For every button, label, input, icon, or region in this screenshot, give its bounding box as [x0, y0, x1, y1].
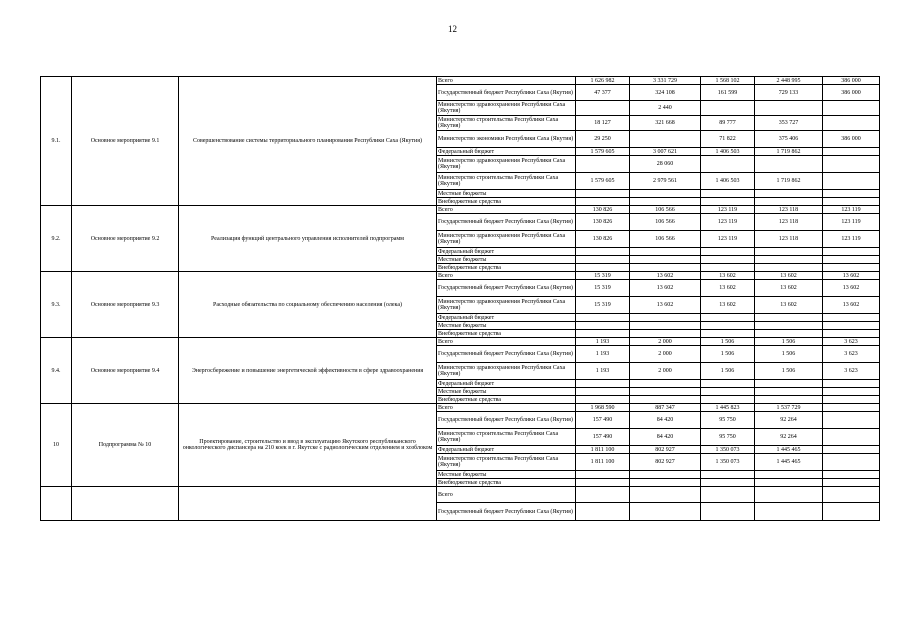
amount-cell: [701, 487, 755, 503]
amount-cell: [755, 256, 823, 264]
funding-source: Государственный бюджет Республики Саха (Якутия): [437, 280, 576, 297]
section-name: Основное мероприятие 9.2: [72, 206, 179, 272]
amount-cell: [755, 396, 823, 404]
amount-cell: 161 599: [701, 85, 755, 101]
funding-source: Министерство здравоохранения Республики Саха (Якутия): [437, 363, 576, 380]
amount-cell: [823, 173, 880, 190]
amount-cell: [576, 101, 630, 116]
amount-cell: [630, 503, 701, 521]
amount-cell: [630, 248, 701, 256]
funding-source: Внебюджетные средства: [437, 198, 576, 206]
amount-cell: 1 406 503: [701, 148, 755, 156]
funding-source: Федеральный бюджет: [437, 380, 576, 388]
amount-cell: 71 822: [701, 131, 755, 148]
amount-cell: [701, 198, 755, 206]
amount-cell: [576, 264, 630, 272]
amount-cell: 3 623: [823, 346, 880, 363]
amount-cell: 123 119: [701, 231, 755, 248]
amount-cell: 95 750: [701, 429, 755, 446]
amount-cell: [576, 471, 630, 479]
amount-cell: [576, 248, 630, 256]
amount-cell: [823, 479, 880, 487]
amount-cell: 92 264: [755, 412, 823, 429]
amount-cell: [701, 256, 755, 264]
amount-cell: 29 250: [576, 131, 630, 148]
amount-cell: [755, 471, 823, 479]
section-description: Проектирование, строительство и ввод в эксплуатацию Якутского республиканского онкологического диспансера на 210 коек в г. Якутске с радиологическим отделением и хозблоком: [179, 404, 437, 487]
amount-cell: [630, 388, 701, 396]
amount-cell: [755, 330, 823, 338]
amount-cell: 13 602: [755, 272, 823, 280]
amount-cell: [630, 330, 701, 338]
amount-cell: 28 060: [630, 156, 701, 173]
amount-cell: 13 602: [823, 280, 880, 297]
table-row: [41, 77, 880, 85]
amount-cell: [630, 190, 701, 198]
amount-cell: 386 000: [823, 131, 880, 148]
funding-source: Всего: [437, 206, 576, 214]
section-code: 10: [41, 404, 72, 487]
amount-cell: [630, 322, 701, 330]
section-name: Основное мероприятие 9.4: [72, 338, 179, 404]
funding-source: Внебюджетные средства: [437, 330, 576, 338]
amount-cell: 386 000: [823, 85, 880, 101]
amount-cell: 1 506: [755, 346, 823, 363]
amount-cell: 1 811 100: [576, 454, 630, 471]
amount-cell: 13 602: [630, 297, 701, 314]
amount-cell: 123 119: [823, 231, 880, 248]
funding-source: Всего: [437, 338, 576, 346]
section-name: Основное мероприятие 9.1: [72, 77, 179, 206]
amount-cell: [823, 380, 880, 388]
amount-cell: 1 568 102: [701, 77, 755, 85]
amount-cell: [630, 487, 701, 503]
funding-source: Министерство здравоохранения Республики Саха (Якутия): [437, 101, 576, 116]
amount-cell: [755, 487, 823, 503]
amount-cell: 353 727: [755, 116, 823, 131]
amount-cell: [755, 388, 823, 396]
section-name: [72, 487, 179, 521]
funding-source: Государственный бюджет Республики Саха (Якутия): [437, 503, 576, 521]
amount-cell: 106 566: [630, 206, 701, 214]
page-number: 12: [448, 24, 457, 34]
amount-cell: 89 777: [701, 116, 755, 131]
amount-cell: 2 000: [630, 346, 701, 363]
amount-cell: 95 750: [701, 412, 755, 429]
amount-cell: 2 440: [630, 101, 701, 116]
amount-cell: [630, 256, 701, 264]
amount-cell: 386 000: [823, 77, 880, 85]
amount-cell: 84 420: [630, 412, 701, 429]
amount-cell: [576, 479, 630, 487]
amount-cell: 157 490: [576, 412, 630, 429]
amount-cell: [576, 503, 630, 521]
funding-source: Министерство здравоохранения Республики Саха (Якутия): [437, 231, 576, 248]
funding-source: Федеральный бюджет: [437, 314, 576, 322]
amount-cell: [630, 264, 701, 272]
amount-cell: [755, 156, 823, 173]
amount-cell: 802 927: [630, 454, 701, 471]
amount-cell: 2 000: [630, 363, 701, 380]
amount-cell: 123 119: [701, 214, 755, 231]
amount-cell: [823, 330, 880, 338]
funding-source: Внебюджетные средства: [437, 396, 576, 404]
funding-source: Местные бюджеты: [437, 256, 576, 264]
funding-source: Всего: [437, 77, 576, 85]
amount-cell: [823, 190, 880, 198]
amount-cell: 802 927: [630, 446, 701, 454]
amount-cell: 1 193: [576, 363, 630, 380]
funding-source: Министерство строительства Республики Саха (Якутия): [437, 429, 576, 446]
amount-cell: [701, 503, 755, 521]
amount-cell: [755, 248, 823, 256]
amount-cell: [576, 156, 630, 173]
amount-cell: 375 406: [755, 131, 823, 148]
funding-source: Внебюджетные средства: [437, 479, 576, 487]
amount-cell: [823, 248, 880, 256]
amount-cell: [630, 396, 701, 404]
amount-cell: 92 264: [755, 429, 823, 446]
amount-cell: [576, 487, 630, 503]
amount-cell: [701, 380, 755, 388]
funding-source: Государственный бюджет Республики Саха (Якутия): [437, 412, 576, 429]
section-code: 9.1.: [41, 77, 72, 206]
amount-cell: 2 979 561: [630, 173, 701, 190]
section-description: [179, 487, 437, 521]
amount-cell: [823, 322, 880, 330]
amount-cell: 1 506: [755, 363, 823, 380]
section-description: Совершенствование системы территориального планирования Республики Саха (Якутия): [179, 77, 437, 206]
amount-cell: 123 118: [755, 214, 823, 231]
amount-cell: 2 448 995: [755, 77, 823, 85]
budget-table: [40, 76, 880, 521]
amount-cell: 1 579 605: [576, 148, 630, 156]
amount-cell: [630, 314, 701, 322]
section-description: Энергосбережение и повышение энергетической эффективности в сфере здравоохранения: [179, 338, 437, 404]
amount-cell: 13 602: [823, 297, 880, 314]
amount-cell: [823, 256, 880, 264]
amount-cell: [755, 314, 823, 322]
amount-cell: 887 347: [630, 404, 701, 412]
amount-cell: [701, 330, 755, 338]
amount-cell: 15 319: [576, 280, 630, 297]
amount-cell: [823, 487, 880, 503]
funding-source: Местные бюджеты: [437, 471, 576, 479]
amount-cell: [576, 198, 630, 206]
amount-cell: 1 579 605: [576, 173, 630, 190]
amount-cell: [823, 471, 880, 479]
amount-cell: [823, 264, 880, 272]
funding-source: Министерство строительства Республики Саха (Якутия): [437, 173, 576, 190]
funding-source: Государственный бюджет Республики Саха (Якутия): [437, 346, 576, 363]
section-code: 9.4.: [41, 338, 72, 404]
amount-cell: [576, 256, 630, 264]
table-row: [41, 487, 880, 503]
amount-cell: [630, 479, 701, 487]
section-description: Реализация функций центрального управления исполнителей подпрограмм: [179, 206, 437, 272]
amount-cell: [823, 101, 880, 116]
amount-cell: 1 506: [701, 363, 755, 380]
table-row: [41, 338, 880, 346]
funding-source: Федеральный бюджет: [437, 446, 576, 454]
amount-cell: [755, 264, 823, 272]
amount-cell: [823, 156, 880, 173]
amount-cell: 3 331 729: [630, 77, 701, 85]
amount-cell: 123 119: [823, 214, 880, 231]
amount-cell: [823, 396, 880, 404]
amount-cell: [701, 101, 755, 116]
amount-cell: 123 119: [823, 206, 880, 214]
amount-cell: 13 602: [823, 272, 880, 280]
funding-source: Федеральный бюджет: [437, 248, 576, 256]
table-row: [41, 206, 880, 214]
amount-cell: 2 000: [630, 338, 701, 346]
funding-source: Внебюджетные средства: [437, 264, 576, 272]
funding-source: Государственный бюджет Республики Саха (Якутия): [437, 214, 576, 231]
amount-cell: 13 602: [630, 272, 701, 280]
amount-cell: [823, 388, 880, 396]
amount-cell: 18 127: [576, 116, 630, 131]
amount-cell: [701, 396, 755, 404]
funding-source: Министерство строительства Республики Саха (Якутия): [437, 116, 576, 131]
amount-cell: 1 350 073: [701, 454, 755, 471]
amount-cell: 3 007 621: [630, 148, 701, 156]
amount-cell: 1 406 503: [701, 173, 755, 190]
amount-cell: [576, 396, 630, 404]
amount-cell: 106 566: [630, 214, 701, 231]
amount-cell: [701, 388, 755, 396]
section-code: [41, 487, 72, 521]
funding-source: Местные бюджеты: [437, 322, 576, 330]
amount-cell: 13 602: [701, 280, 755, 297]
amount-cell: 157 490: [576, 429, 630, 446]
amount-cell: 130 826: [576, 206, 630, 214]
amount-cell: 324 108: [630, 85, 701, 101]
amount-cell: [823, 148, 880, 156]
funding-source: Всего: [437, 404, 576, 412]
amount-cell: 123 118: [755, 231, 823, 248]
funding-source: Всего: [437, 487, 576, 503]
amount-cell: 1 626 982: [576, 77, 630, 85]
amount-cell: 1 506: [755, 338, 823, 346]
table-row: [41, 404, 880, 412]
amount-cell: [576, 322, 630, 330]
amount-cell: [576, 314, 630, 322]
amount-cell: 1 537 729: [755, 404, 823, 412]
amount-cell: [823, 198, 880, 206]
amount-cell: [701, 314, 755, 322]
amount-cell: [630, 198, 701, 206]
amount-cell: 84 420: [630, 429, 701, 446]
amount-cell: [823, 404, 880, 412]
amount-cell: [701, 322, 755, 330]
amount-cell: 729 133: [755, 85, 823, 101]
amount-cell: 1 811 100: [576, 446, 630, 454]
amount-cell: [755, 479, 823, 487]
amount-cell: [755, 322, 823, 330]
amount-cell: [701, 479, 755, 487]
amount-cell: [576, 380, 630, 388]
section-name: Подпрограмма № 10: [72, 404, 179, 487]
amount-cell: 1 193: [576, 346, 630, 363]
funding-source: Министерство здравоохранения Республики Саха (Якутия): [437, 297, 576, 314]
amount-cell: [823, 429, 880, 446]
amount-cell: 1 445 465: [755, 454, 823, 471]
funding-source: Всего: [437, 272, 576, 280]
section-code: 9.3.: [41, 272, 72, 338]
amount-cell: 321 668: [630, 116, 701, 131]
amount-cell: 130 826: [576, 231, 630, 248]
amount-cell: [823, 446, 880, 454]
amount-cell: [823, 503, 880, 521]
amount-cell: 123 118: [755, 206, 823, 214]
funding-source: Местные бюджеты: [437, 388, 576, 396]
amount-cell: [630, 471, 701, 479]
amount-cell: 13 602: [755, 297, 823, 314]
amount-cell: [755, 101, 823, 116]
amount-cell: [576, 330, 630, 338]
amount-cell: [701, 264, 755, 272]
amount-cell: 1 445 465: [755, 446, 823, 454]
amount-cell: 130 826: [576, 214, 630, 231]
amount-cell: [823, 116, 880, 131]
section-name: Основное мероприятие 9.3: [72, 272, 179, 338]
amount-cell: [823, 412, 880, 429]
amount-cell: 1 719 862: [755, 148, 823, 156]
amount-cell: 1 719 862: [755, 173, 823, 190]
amount-cell: 1 506: [701, 338, 755, 346]
amount-cell: [755, 380, 823, 388]
amount-cell: 1 506: [701, 346, 755, 363]
amount-cell: 3 623: [823, 363, 880, 380]
amount-cell: 1 445 823: [701, 404, 755, 412]
funding-source: Министерство строительства Республики Саха (Якутия): [437, 454, 576, 471]
funding-source: Министерство экономики Республики Саха (Якутия): [437, 131, 576, 148]
amount-cell: [755, 503, 823, 521]
amount-cell: [701, 248, 755, 256]
funding-source: Министерство здравоохранения Республики Саха (Якутия): [437, 156, 576, 173]
amount-cell: [576, 190, 630, 198]
amount-cell: 3 623: [823, 338, 880, 346]
table-row: [41, 272, 880, 280]
amount-cell: [701, 471, 755, 479]
amount-cell: 1 968 590: [576, 404, 630, 412]
amount-cell: 1 193: [576, 338, 630, 346]
amount-cell: 106 566: [630, 231, 701, 248]
amount-cell: 123 119: [701, 206, 755, 214]
section-code: 9.2.: [41, 206, 72, 272]
funding-source: Государственный бюджет Республики Саха (Якутия): [437, 85, 576, 101]
amount-cell: [755, 190, 823, 198]
amount-cell: [701, 190, 755, 198]
amount-cell: [630, 380, 701, 388]
amount-cell: 13 602: [630, 280, 701, 297]
amount-cell: 1 350 073: [701, 446, 755, 454]
amount-cell: [755, 198, 823, 206]
section-description: Расходные обязательства по социальному обеспечению населения (олека): [179, 272, 437, 338]
amount-cell: 15 319: [576, 272, 630, 280]
amount-cell: 15 319: [576, 297, 630, 314]
amount-cell: [701, 156, 755, 173]
amount-cell: 13 602: [701, 272, 755, 280]
amount-cell: [823, 314, 880, 322]
amount-cell: 13 602: [701, 297, 755, 314]
amount-cell: [576, 388, 630, 396]
funding-source: Федеральный бюджет: [437, 148, 576, 156]
amount-cell: [630, 131, 701, 148]
amount-cell: 13 602: [755, 280, 823, 297]
amount-cell: 47 377: [576, 85, 630, 101]
funding-source: Местные бюджеты: [437, 190, 576, 198]
amount-cell: [823, 454, 880, 471]
